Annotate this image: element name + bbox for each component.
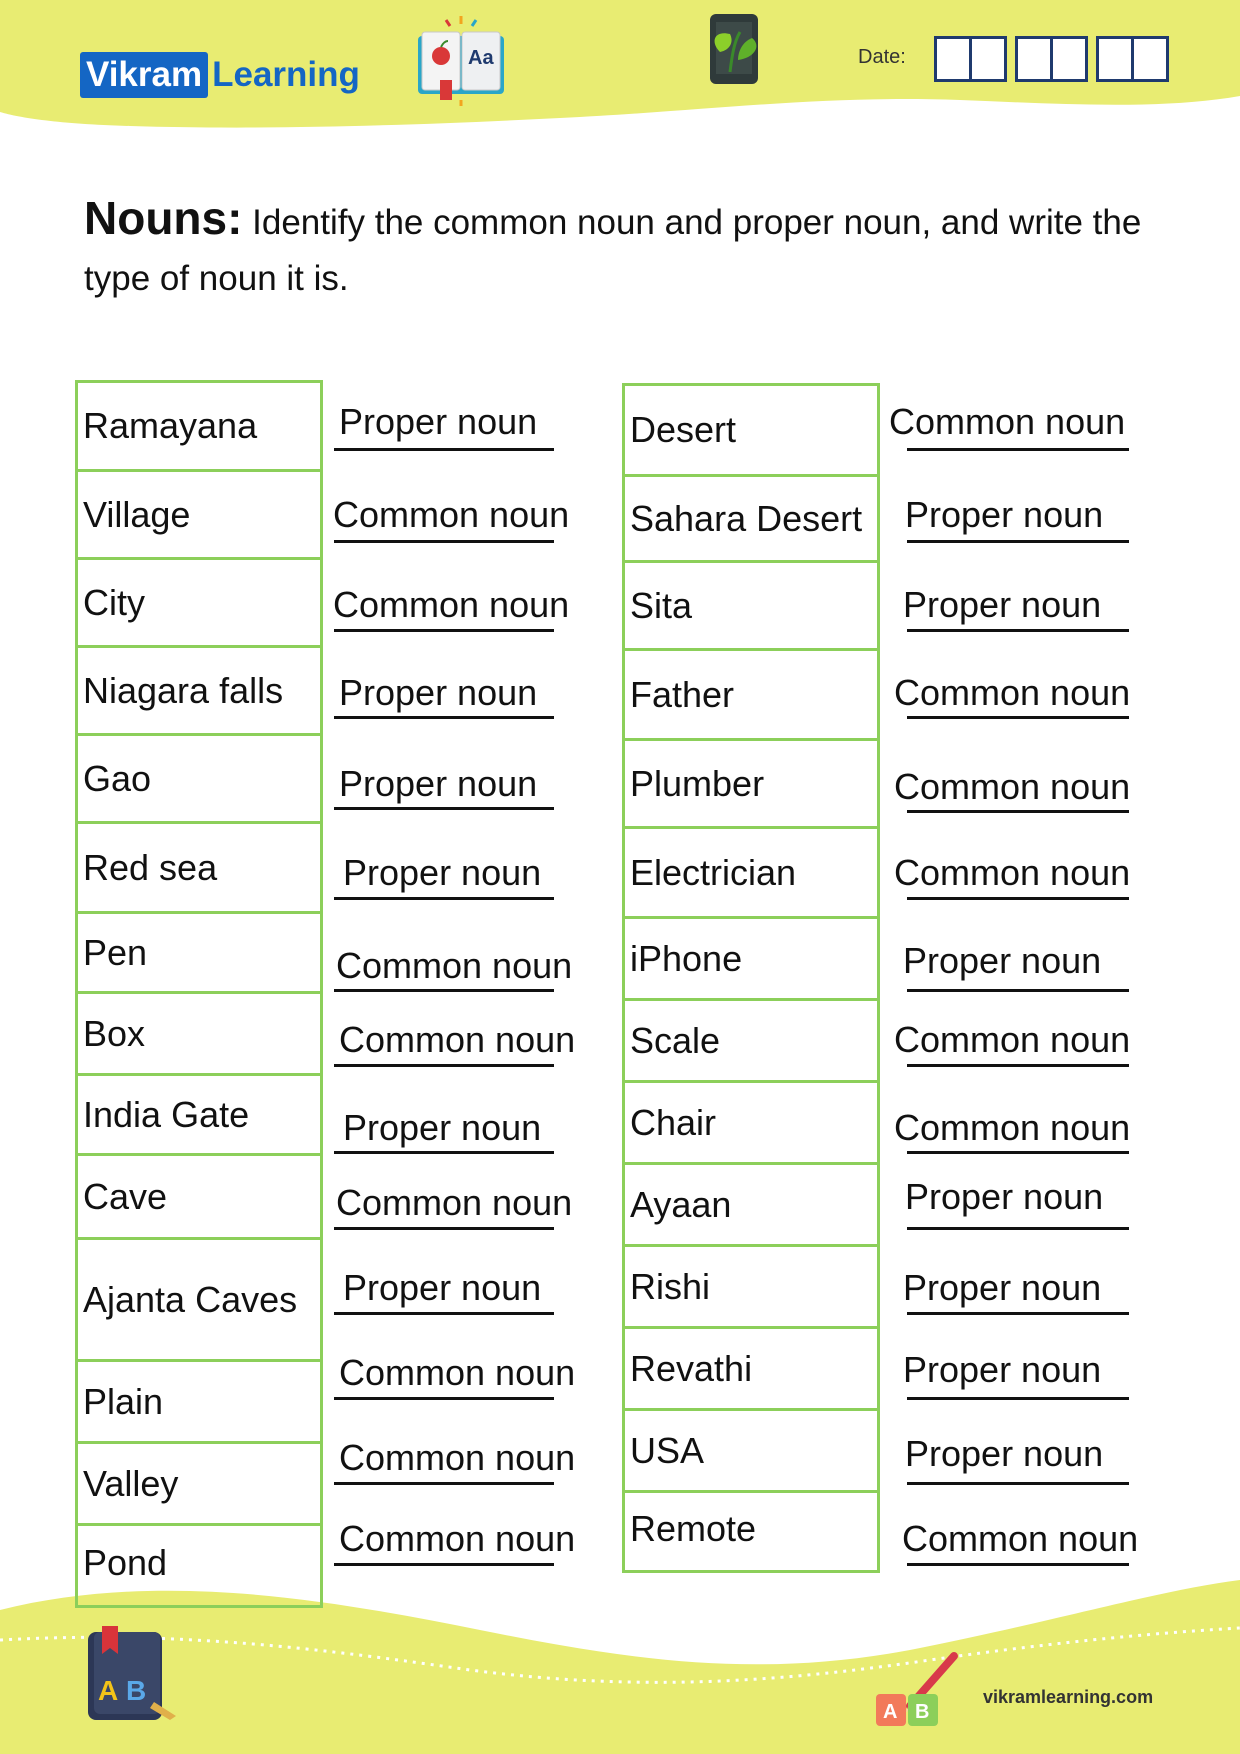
answer-line[interactable] — [334, 1563, 554, 1566]
word-cell: Box — [78, 991, 320, 1073]
answer-text: Proper noun — [343, 852, 542, 893]
brand-name-part1: Vikram — [80, 52, 208, 98]
answer-line[interactable] — [907, 716, 1129, 719]
answer-line[interactable] — [907, 1563, 1129, 1566]
answer-line[interactable] — [907, 1064, 1129, 1067]
svg-text:B: B — [126, 1675, 147, 1706]
answer-line[interactable] — [907, 810, 1129, 813]
date-month-box[interactable] — [1015, 36, 1088, 82]
answer-text: Common noun — [339, 1437, 576, 1478]
word-cell: Father — [625, 648, 877, 738]
word-cell: Gao — [78, 733, 320, 821]
ab-book-icon — [84, 1622, 188, 1726]
date-field[interactable] — [934, 36, 1169, 82]
word-cell: Remote — [625, 1490, 877, 1564]
answer-text: Common noun — [339, 1019, 576, 1060]
answer-line[interactable] — [907, 448, 1129, 451]
ab-blocks-pencil-icon — [874, 1650, 960, 1730]
answer-line[interactable] — [907, 1151, 1129, 1154]
answer-text: Proper noun — [905, 1433, 1104, 1474]
answer-line[interactable] — [334, 540, 554, 543]
word-cell: Village — [78, 469, 320, 557]
answer-line[interactable] — [334, 1064, 554, 1067]
answer-line[interactable] — [907, 1482, 1129, 1485]
word-cell: Pond — [78, 1523, 320, 1599]
answer-line[interactable] — [334, 897, 554, 900]
answer-line[interactable] — [334, 989, 554, 992]
word-cell: Sita — [625, 560, 877, 648]
word-cell: Plumber — [625, 738, 877, 826]
footer-website[interactable]: vikramlearning.com — [983, 1687, 1154, 1707]
answer-line[interactable] — [907, 897, 1129, 900]
instruction — [84, 190, 1164, 307]
answer-text: Common noun — [894, 672, 1131, 713]
answer-line[interactable] — [907, 629, 1129, 632]
answer-text: Proper noun — [339, 763, 538, 804]
date-label: Date: — [858, 46, 906, 68]
phone-plant-icon — [700, 12, 770, 86]
word-cell: Valley — [78, 1441, 320, 1523]
word-cell: Ramayana — [83, 405, 258, 446]
answer-line[interactable] — [334, 716, 554, 719]
word-cell: Desert — [630, 409, 737, 450]
svg-text:Aa: Aa — [468, 47, 494, 69]
answer-text: Common noun — [339, 1518, 576, 1559]
answer-text: Proper noun — [339, 672, 538, 713]
answer-text: Common noun — [333, 584, 570, 625]
left-word-column — [75, 380, 323, 1608]
answer-line[interactable] — [907, 989, 1129, 992]
answer-text: Common noun — [333, 494, 570, 535]
word-cell: Plain — [78, 1359, 320, 1441]
answer-text: Common noun — [894, 766, 1131, 807]
brand-name-part2: Learning — [212, 55, 360, 94]
answer-text: Common noun — [894, 1019, 1131, 1060]
date-day-box[interactable] — [934, 36, 1007, 82]
answer-text: Proper noun — [339, 401, 538, 442]
word-cell: USA — [625, 1408, 877, 1490]
answer-text: Proper noun — [903, 1267, 1102, 1308]
answer-line[interactable] — [334, 807, 554, 810]
brand-logo — [80, 52, 360, 98]
answer-text: Proper noun — [903, 1349, 1102, 1390]
book-icon — [412, 14, 510, 108]
word-cell: Ayaan — [625, 1162, 877, 1244]
word-cell: City — [78, 557, 320, 645]
answer-line[interactable] — [907, 1312, 1129, 1315]
answer-text: Proper noun — [343, 1267, 542, 1308]
date-year-box[interactable] — [1096, 36, 1169, 82]
answer-text: Proper noun — [905, 1176, 1104, 1217]
word-cell: Rishi — [625, 1244, 877, 1326]
answer-text: Common noun — [336, 1182, 573, 1223]
word-cell: Revathi — [625, 1326, 877, 1408]
word-cell: Niagara falls — [78, 645, 320, 733]
word-cell: India Gate — [78, 1073, 320, 1153]
word-cell: Cave — [78, 1153, 320, 1237]
answer-line[interactable] — [907, 1397, 1129, 1400]
answer-text: Common noun — [902, 1518, 1139, 1559]
answer-line[interactable] — [334, 1151, 554, 1154]
answer-text: Proper noun — [903, 584, 1102, 625]
answer-text: Common noun — [894, 1107, 1131, 1148]
answer-line[interactable] — [907, 540, 1129, 543]
answer-text: Common noun — [894, 852, 1131, 893]
answer-text: Proper noun — [343, 1107, 542, 1148]
answer-line[interactable] — [334, 1312, 554, 1315]
word-cell: Electrician — [625, 826, 877, 916]
svg-text:A: A — [883, 1701, 898, 1723]
svg-text:A: A — [98, 1675, 119, 1706]
word-cell: Sahara Desert — [625, 474, 877, 560]
answer-line[interactable] — [334, 1482, 554, 1485]
answer-text: Common noun — [336, 945, 573, 986]
instruction-heading: Nouns: — [84, 192, 243, 244]
answer-line[interactable] — [334, 1227, 554, 1230]
answer-text: Proper noun — [905, 494, 1104, 535]
word-cell: iPhone — [625, 916, 877, 998]
instruction-text: Identify the common noun and proper noun, and write the type of noun it is. — [84, 203, 1142, 298]
answer-line[interactable] — [334, 448, 554, 451]
svg-text:B: B — [915, 1701, 930, 1723]
answer-line[interactable] — [334, 629, 554, 632]
right-word-column — [622, 383, 880, 1573]
answer-line[interactable] — [334, 1397, 554, 1400]
word-cell: Pen — [78, 911, 320, 991]
word-cell: Chair — [625, 1080, 877, 1162]
answer-text: Proper noun — [903, 940, 1102, 981]
answer-text: Common noun — [339, 1352, 576, 1393]
word-cell: Red sea — [78, 821, 320, 911]
word-cell: Scale — [625, 998, 877, 1080]
word-cell: Ajanta Caves — [78, 1237, 320, 1359]
answer-text: Common noun — [889, 401, 1126, 442]
answer-line[interactable] — [907, 1227, 1129, 1230]
